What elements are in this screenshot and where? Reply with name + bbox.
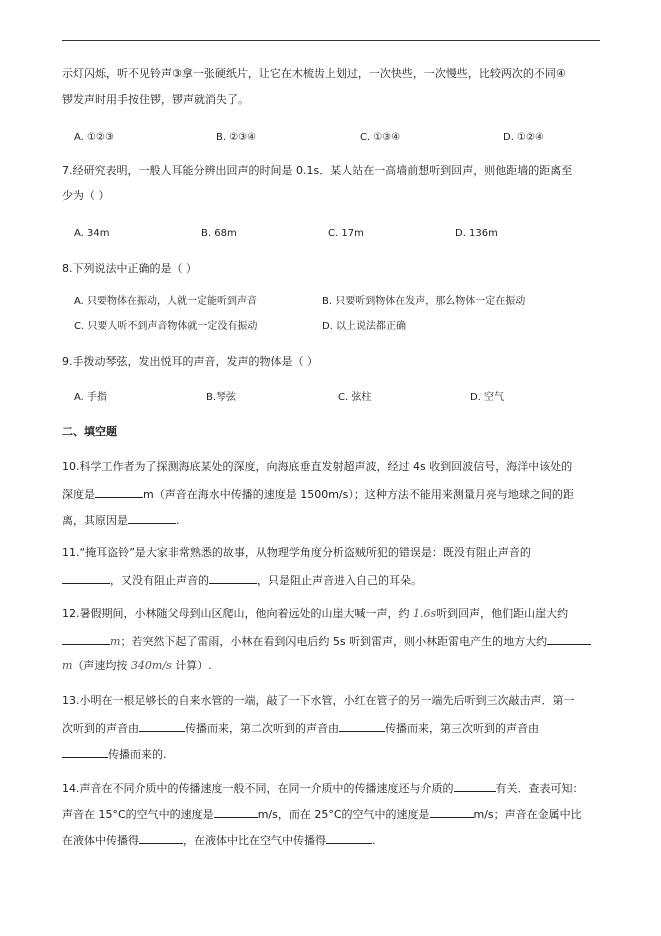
q6-continuation-line-1: 示灯闪烁，听不见铃声③拿一张硬纸片，让它在木梳齿上划过，一次快些，一次慢些，比较两次的不同④ bbox=[62, 67, 566, 80]
q11-line-2 bbox=[62, 572, 422, 588]
q12-text: ；若突然下起了雷雨，小林在看到闪电后约 5s 听到雷声，则小林距雷电产生的地方大约 bbox=[120, 635, 548, 648]
q13-blank-2[interactable] bbox=[339, 720, 385, 732]
q7-option-d[interactable]: D. 136m bbox=[455, 228, 498, 239]
q7-option-b[interactable]: B. 68m bbox=[201, 228, 237, 239]
q14-text: m/s；声音在金属中比 bbox=[473, 808, 582, 821]
q12-unit: m bbox=[110, 635, 121, 648]
q9-stem: 9.手拨动琴弦，发出悦耳的声音，发声的物体是（ ） bbox=[62, 355, 318, 368]
q13-text: 传播而来的. bbox=[108, 748, 167, 761]
q12-blank-1[interactable] bbox=[62, 633, 110, 645]
q14-text: . bbox=[372, 834, 376, 847]
q7-option-a[interactable]: A. 34m bbox=[74, 228, 110, 239]
q9-option-b[interactable]: B.琴弦 bbox=[206, 392, 237, 403]
q14-blank-2[interactable] bbox=[214, 806, 258, 818]
q8-option-b[interactable]: B. 只要听到物体在发声，那么物体一定在振动 bbox=[322, 296, 526, 307]
q12-line-3 bbox=[62, 659, 212, 673]
q7-stem-line-2: 少为（ ） bbox=[62, 189, 110, 202]
q14-line-1 bbox=[62, 780, 584, 796]
q14-text: ，在液体中比在空气中传播得 bbox=[183, 834, 326, 847]
header-rule bbox=[62, 40, 600, 41]
q6-option-d[interactable]: D. ①②④ bbox=[503, 132, 544, 143]
q13-text: 次听到的声音由 bbox=[62, 722, 139, 735]
q14-text: 有关．查表可知： bbox=[495, 782, 584, 795]
q12-line-1 bbox=[62, 607, 568, 621]
q13-line-1: 13.小明在一根足够长的自来水管的一端，敲了一下水管，小红在管子的另一端先后听到三次敲击声．第一 bbox=[62, 694, 575, 707]
q13-blank-1[interactable] bbox=[139, 720, 185, 732]
q14-text: 在液体中传播得 bbox=[62, 834, 139, 847]
q11-line-1: 11.“掩耳盗铃”是大家非常熟悉的故事，从物理学角度分析盗贼所犯的错误是：既没有阻止声音的 bbox=[62, 546, 531, 559]
q14-text: 14.声音在不同介质中的传播速度一般不同，在同一介质中的传播速度还与介质的 bbox=[62, 782, 454, 795]
q12-blank-2[interactable] bbox=[547, 633, 591, 645]
q14-text: m/s，而在 25°C的空气中的速度是 bbox=[257, 808, 430, 821]
q13-text: 传播而来，第三次听到的声音由 bbox=[385, 722, 539, 735]
q14-blank-4[interactable] bbox=[139, 832, 183, 844]
q9-option-a[interactable]: A. 手指 bbox=[74, 392, 108, 403]
q13-text: 传播而来，第二次听到的声音由 bbox=[185, 722, 339, 735]
q12-text: （声速均按 bbox=[72, 659, 128, 672]
q8-option-a[interactable]: A. 只要物体在振动，人就一定能听到声音 bbox=[74, 296, 258, 307]
q10-blank-1[interactable] bbox=[95, 486, 143, 498]
q6-option-b[interactable]: B. ②③④ bbox=[216, 132, 257, 143]
section-heading-fill-in: 二、填空题 bbox=[62, 425, 117, 438]
q10-text: m（声音在海水中传播的速度是 1500m/s）；这种方法不能用来测量月亮与地球之间的距 bbox=[143, 488, 574, 501]
q13-blank-3[interactable] bbox=[62, 746, 108, 758]
q11-text: ，又没有阻止声音的 bbox=[110, 574, 209, 587]
q12-text: 12.暑假期间，小林随父母到山区爬山，他向着远处的山崖大喊一声，约 bbox=[62, 607, 410, 620]
q8-stem: 8.下列说法中正确的是（ ） bbox=[62, 262, 197, 275]
q12-speed-value: 340m/s bbox=[130, 659, 172, 672]
q10-text: 离，其原因是 bbox=[62, 514, 128, 527]
q14-blank-3[interactable] bbox=[430, 806, 474, 818]
q10-line-2 bbox=[62, 486, 574, 502]
q7-option-c[interactable]: C. 17m bbox=[328, 228, 364, 239]
q11-text: ，只是阻止声音进入自己的耳朵。 bbox=[257, 574, 422, 587]
q14-blank-5[interactable] bbox=[326, 832, 372, 844]
q12-unit: m bbox=[62, 659, 73, 672]
q8-option-c[interactable]: C. 只要人听不到声音物体就一定没有振动 bbox=[74, 321, 258, 332]
q10-text: . bbox=[176, 514, 180, 527]
q14-text: 声音在 15°C的空气中的速度是 bbox=[62, 808, 214, 821]
q14-blank-1[interactable] bbox=[454, 780, 496, 792]
q10-blank-2[interactable] bbox=[128, 512, 176, 524]
q9-option-d[interactable]: D. 空气 bbox=[470, 392, 505, 403]
q10-text: 深度是 bbox=[62, 488, 95, 501]
q14-line-2 bbox=[62, 806, 582, 822]
q9-option-c[interactable]: C. 弦柱 bbox=[338, 392, 372, 403]
q12-line-2 bbox=[62, 633, 591, 649]
q11-blank-2[interactable] bbox=[209, 572, 257, 584]
q12-time-value: 1.6s bbox=[413, 607, 437, 620]
q6-continuation-line-2: 锣发声时用手按住锣，锣声就消失了。 bbox=[62, 93, 249, 106]
q10-line-3 bbox=[62, 512, 180, 528]
q13-line-2 bbox=[62, 720, 539, 736]
q10-line-1: 10.科学工作者为了探测海底某处的深度，向海底垂直发射超声波，经过 4s 收到回波信号，海洋中该处的 bbox=[62, 460, 573, 473]
q14-line-3 bbox=[62, 832, 376, 848]
q6-option-c[interactable]: C. ①③④ bbox=[360, 132, 401, 143]
q13-line-3 bbox=[62, 746, 167, 762]
q6-option-a[interactable]: A. ①②③ bbox=[74, 132, 114, 143]
q12-text: 计算）. bbox=[175, 659, 212, 672]
q8-option-d[interactable]: D. 以上说法都正确 bbox=[322, 321, 407, 332]
q12-text: 听到回声，他们距山崖大约 bbox=[436, 607, 569, 620]
q7-stem-line-1: 7.经研究表明，一般人耳能分辨出回声的时间是 0.1s．某人站在一高墙前想听到回声，则他距墙的距离至 bbox=[62, 164, 573, 177]
q11-blank-1[interactable] bbox=[62, 572, 110, 584]
